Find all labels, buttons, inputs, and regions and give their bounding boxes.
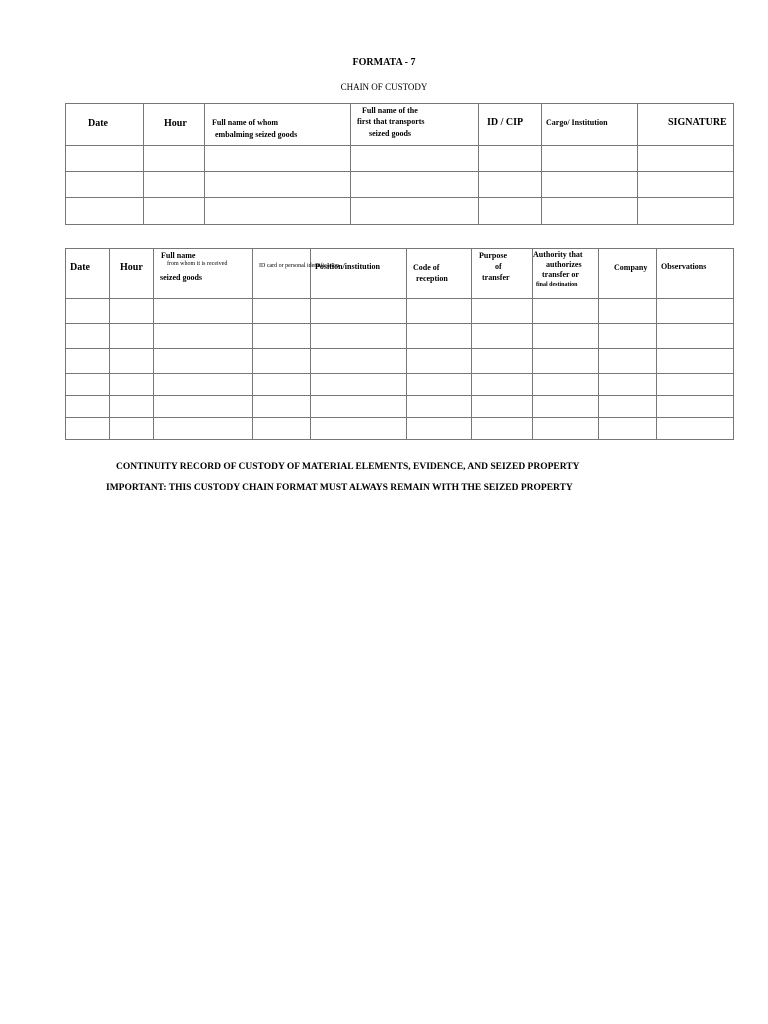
table-cell[interactable] [472,396,533,418]
table-cell[interactable] [154,396,253,418]
header-date [66,104,144,146]
header-fullname-line3: seized goods [160,273,202,282]
table-cell[interactable] [479,172,542,198]
table-cell[interactable] [253,324,311,349]
table-cell[interactable] [479,198,542,225]
header-company [599,249,657,299]
header-authority-line1: Authority that [533,250,583,259]
table-cell[interactable] [599,374,657,396]
table-cell[interactable] [66,198,144,225]
table-cell[interactable] [407,324,472,349]
custody-table-1 [65,103,734,225]
table-cell[interactable] [66,349,110,374]
table-cell[interactable] [599,418,657,440]
header-id-cip-label: ID / CIP [487,117,524,128]
table-1-header-row [66,104,734,146]
table-cell[interactable] [657,374,734,396]
table-cell[interactable] [533,396,599,418]
table-cell[interactable] [657,324,734,349]
table-cell[interactable] [638,198,734,225]
table-cell[interactable] [66,299,110,324]
header-authority-line4: final destination [536,282,578,288]
table-cell[interactable] [533,374,599,396]
header-company-label: Company [614,263,648,272]
table-cell[interactable] [351,172,479,198]
table-cell[interactable] [472,349,533,374]
header-transports-line3: seized goods [369,129,411,138]
table-cell[interactable] [144,146,205,172]
header-code-line2: reception [416,274,448,283]
table-cell[interactable] [311,418,407,440]
table-cell[interactable] [472,299,533,324]
table-row [66,374,734,396]
header-embalming-line1: Full name of whom [212,118,278,127]
header-authority [533,249,599,299]
table-cell[interactable] [472,418,533,440]
table-cell[interactable] [407,418,472,440]
table-cell[interactable] [657,418,734,440]
table-cell[interactable] [144,172,205,198]
table-cell[interactable] [599,299,657,324]
table-cell[interactable] [311,396,407,418]
header-fullname-line1: Full name [161,251,196,260]
table-cell[interactable] [253,396,311,418]
table-row [66,418,734,440]
table-cell[interactable] [154,349,253,374]
table-row [66,172,734,198]
table-cell[interactable] [311,299,407,324]
header-cargo-label: Cargo/ Institution [546,118,608,127]
important-note: IMPORTANT: THIS CUSTODY CHAIN FORMAT MUST ALWAYS REMAIN WITH THE SEIZED PROPERTY [106,483,573,493]
custody-table-2 [65,248,734,440]
table-cell[interactable] [144,198,205,225]
table-cell[interactable] [638,146,734,172]
header-authority-line3: transfer or [542,270,579,279]
table-cell[interactable] [311,324,407,349]
header-code-line1: Code of [413,263,440,272]
form-subtitle: CHAIN OF CUSTODY [340,82,428,92]
table-2-header-row [66,249,734,299]
table-cell[interactable] [66,324,110,349]
table-cell[interactable] [253,349,311,374]
table-cell[interactable] [205,198,351,225]
header-transports [351,104,479,146]
table-cell[interactable] [66,418,110,440]
table-cell[interactable] [110,299,154,324]
header-observations-label: Observations [661,262,707,271]
header-transports-line2: first that transports [357,117,425,126]
header-purpose-line3: transfer [482,273,510,282]
table-cell[interactable] [472,374,533,396]
table-cell[interactable] [253,299,311,324]
table-row [66,396,734,418]
header-date [66,249,110,299]
table-cell[interactable] [154,374,253,396]
table-row [66,198,734,225]
table-cell[interactable] [66,396,110,418]
table-cell[interactable] [253,374,311,396]
header-purpose-line1: Purpose [479,251,507,260]
table-cell[interactable] [599,396,657,418]
table-cell[interactable] [311,374,407,396]
table-cell[interactable] [110,349,154,374]
table-row [66,146,734,172]
table-cell[interactable] [66,146,144,172]
table-cell[interactable] [154,324,253,349]
table-cell[interactable] [542,198,638,225]
header-signature [638,104,734,146]
form-title: FORMATA - 7 [352,57,416,68]
table-cell[interactable] [110,324,154,349]
table-cell[interactable] [599,324,657,349]
header-hour [110,249,154,299]
table-row [66,324,734,349]
table-cell[interactable] [479,146,542,172]
table-cell[interactable] [657,299,734,324]
table-cell[interactable] [599,349,657,374]
header-purpose-line2: of [495,262,502,271]
header-hour-label: Hour [164,118,187,129]
continuity-note: CONTINUITY RECORD OF CUSTODY OF MATERIAL ELEMENTS, EVIDENCE, AND SEIZED PROPERTY [116,462,580,472]
header-idcard-label: ID card or personal identification [259,263,339,269]
header-signature-label: SIGNATURE [668,117,727,128]
table-cell[interactable] [542,146,638,172]
table-cell[interactable] [407,349,472,374]
header-embalming [205,104,351,146]
header-hour [144,104,205,146]
table-cell[interactable] [66,374,110,396]
table-cell[interactable] [253,418,311,440]
header-observations [657,249,734,299]
header-code [407,249,472,299]
header-hour-label: Hour [120,262,143,273]
header-date-label: Date [88,118,108,129]
table-row [66,299,734,324]
header-id-cip [479,104,542,146]
table-cell[interactable] [351,146,479,172]
table-cell[interactable] [407,374,472,396]
header-embalming-line2: embalming seized goods [215,130,298,139]
table-cell[interactable] [657,396,734,418]
table-row [66,349,734,374]
table-cell[interactable] [533,349,599,374]
table-cell[interactable] [407,299,472,324]
table-cell[interactable] [154,299,253,324]
table-cell[interactable] [110,374,154,396]
table-cell[interactable] [638,172,734,198]
header-fullname [154,249,253,299]
table-cell[interactable] [110,418,154,440]
header-position [311,249,407,299]
table-cell[interactable] [110,396,154,418]
table-cell[interactable] [351,198,479,225]
header-purpose [472,249,533,299]
table-cell[interactable] [533,299,599,324]
table-cell[interactable] [472,324,533,349]
table-cell[interactable] [533,324,599,349]
table-cell[interactable] [407,396,472,418]
table-cell[interactable] [205,172,351,198]
table-cell[interactable] [311,349,407,374]
table-cell[interactable] [154,418,253,440]
header-fullname-line2: from whom it is received [167,261,228,267]
table-cell[interactable] [205,146,351,172]
header-position-label: Position/institution [315,262,380,271]
header-transports-line1: Full name of the [362,106,418,115]
table-cell[interactable] [66,172,144,198]
header-cargo [542,104,638,146]
header-date-label: Date [70,262,90,273]
table-cell[interactable] [533,418,599,440]
table-cell[interactable] [542,172,638,198]
table-cell[interactable] [657,349,734,374]
header-idcard [253,249,339,299]
header-authority-line2: authorizes [546,260,582,269]
